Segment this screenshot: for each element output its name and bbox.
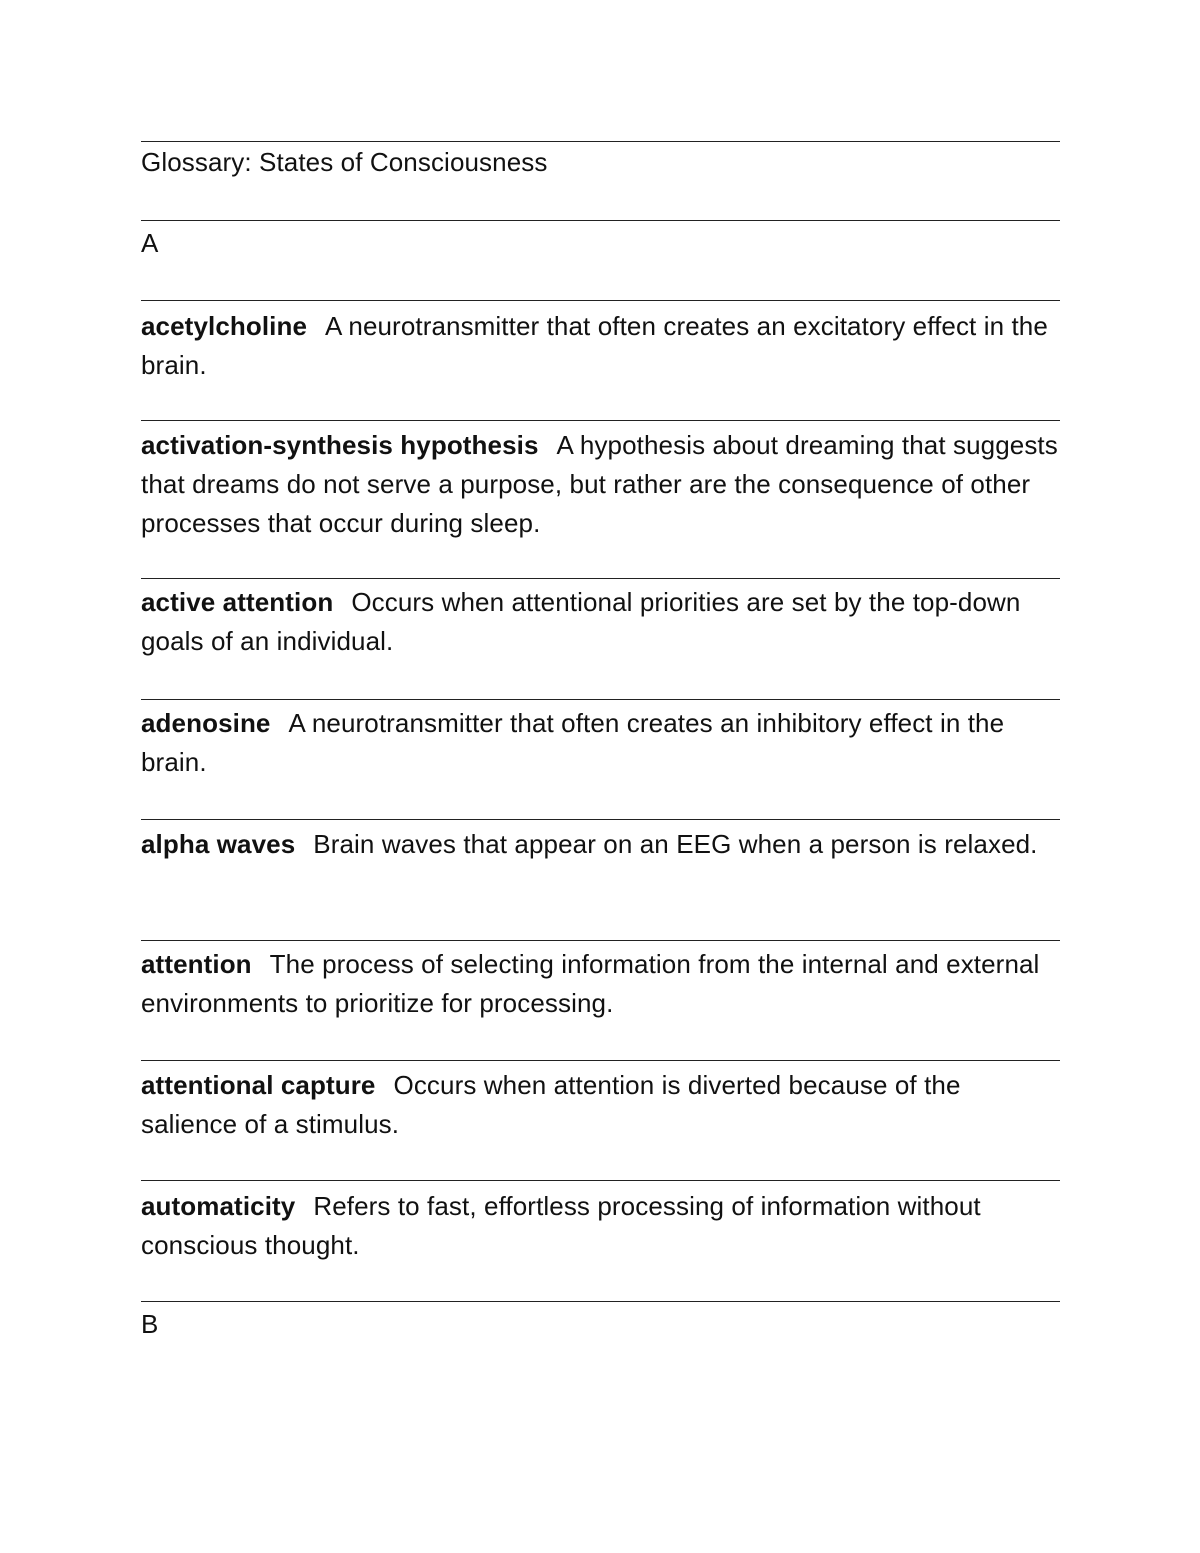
entry-term: activation-synthesis hypothesis	[141, 430, 539, 460]
entry-definition: A neurotransmitter that often creates an excitatory effect in the brain.	[141, 311, 1048, 380]
divider	[141, 220, 1060, 221]
divider	[141, 578, 1060, 579]
entry-term: attentional capture	[141, 1070, 376, 1100]
glossary-entry	[141, 825, 1060, 864]
divider	[141, 300, 1060, 301]
entry-term: attention	[141, 949, 252, 979]
entry-definition: Occurs when attention is diverted because of the salience of a stimulus.	[141, 1070, 961, 1139]
entry-term: automaticity	[141, 1191, 296, 1221]
divider	[141, 699, 1060, 700]
entry-definition: Refers to fast, effortless processing of information without conscious thought.	[141, 1191, 981, 1260]
divider	[141, 819, 1060, 820]
divider	[141, 1180, 1060, 1181]
divider	[141, 141, 1060, 142]
divider	[141, 1301, 1060, 1302]
entry-definition: A hypothesis about dreaming that suggests that dreams do not serve a purpose, but rather are the consequence of other processes that occur during sleep.	[141, 430, 1058, 538]
entry-definition: The process of selecting information from the internal and external environments to prioritize for processing.	[141, 949, 1040, 1018]
glossary-entry	[141, 426, 1060, 543]
glossary-entry	[141, 307, 1060, 385]
glossary-entry	[141, 945, 1060, 1023]
entry-term: adenosine	[141, 708, 271, 738]
divider	[141, 420, 1060, 421]
divider	[141, 1060, 1060, 1061]
section-letter-b: B	[141, 1309, 159, 1339]
entry-definition: Brain waves that appear on an EEG when a person is relaxed.	[313, 829, 1038, 859]
glossary-entry	[141, 1187, 1060, 1265]
glossary-entry	[141, 704, 1060, 782]
entry-definition: A neurotransmitter that often creates an inhibitory effect in the brain.	[141, 708, 1005, 777]
document-title: Glossary: States of Consciousness	[141, 147, 548, 177]
entry-term: active attention	[141, 587, 334, 617]
glossary-entry	[141, 1066, 1060, 1144]
entry-term: alpha waves	[141, 829, 296, 859]
divider	[141, 940, 1060, 941]
glossary-entry	[141, 583, 1060, 661]
entry-definition: Occurs when attentional priorities are set by the top-down goals of an individual.	[141, 587, 1021, 656]
entry-term: acetylcholine	[141, 311, 308, 341]
section-letter-a: A	[141, 228, 159, 258]
